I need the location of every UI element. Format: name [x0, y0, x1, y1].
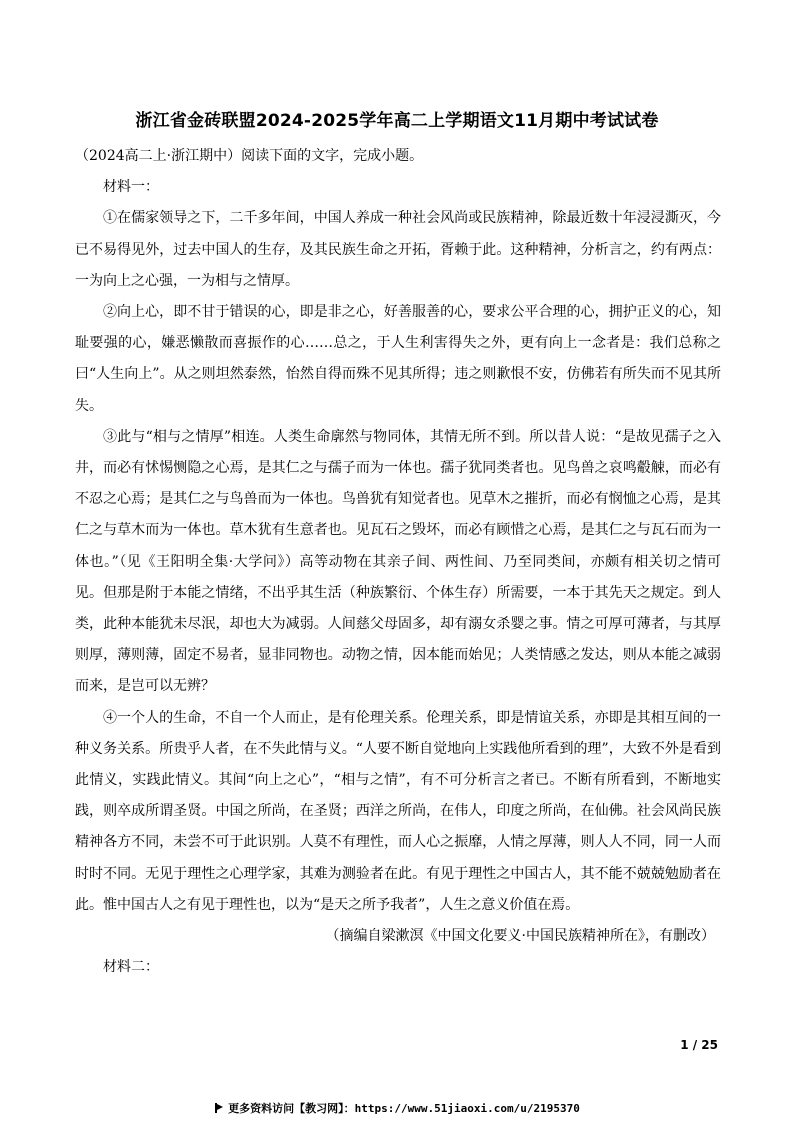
- footer-link[interactable]: [0, 1100, 794, 1116]
- material-one-label: 材料一：: [103, 179, 159, 196]
- paragraph-1: ①在儒家领导之下，二千多年间，中国人养成一种社会风尚或民族精神，除最近数十年浸浸澌灭，今已不易得见外，过去中国人的生存，及其民族生命之开拓，胥赖于此。这种精神，分析言之，约有两点：一为向上之心强，一为相与之情厚。: [75, 210, 721, 289]
- page-number: 1 / 25: [680, 1038, 718, 1052]
- paragraph-2: ②向上心，即不甘于错误的心，即是非之心，好善服善的心，要求公平合理的心，拥护正义的心，知耻要强的心，嫌恶懒散而喜振作的心……总之，于人生利害得失之外，更有向上一念者是：我们总称之曰“人生向上”。从之则坦然泰然，怡然自得而殊不见其所得；违之则歉恨不安，仿佛若有所失而不见其所失。: [75, 304, 721, 414]
- paragraph-3: ③此与“相与之情厚”相连。人类生命廓然与物同体，其情无所不到。所以昔人说：“是故见孺子之入井，而必有怵惕恻隐之心焉，是其仁之与孺子而为一体也。孺子犹同类者也。见鸟兽之哀鸣觳觫，而必有不忍之心焉；是其仁之与鸟兽而为一体也。鸟兽犹有知觉者也。见草木之摧折，而必有悯恤之心焉，是其仁之与草木而为一体也。草木犹有生意者也。见瓦石之毁坏，而必有顾惜之心焉，是其仁之与瓦石而为一体也。”（见《王阳明全集·大学问》）高等动物在其亲子间、两性间、乃至同类间，亦颇有相关切之情可见。但那是附于本能之情绪，不出乎其生活（种族繁衍、个体生存）所需要，一本于其先天之规定。到人类，此种本能犹未尽泯，却也大为减弱。人间慈父母固多，却有溺女杀婴之事。情之可厚可薄者，与其厚则厚，薄则薄，固定不易者，显非同物也。动物之情，因本能而始见；人类情感之发达，则从本能之减弱而来，是岂可以无辨？: [75, 428, 721, 695]
- question-intro: （2024高二上·浙江期中）阅读下面的文字，完成小题。: [75, 148, 424, 164]
- material-two-label: 材料二：: [103, 959, 159, 976]
- document-title: 浙江省金砖联盟2024-2025学年高二上学期语文11月期中考试试卷: [135, 111, 659, 131]
- footer-text[interactable]: 更多资料访问【教习网】：https://www.51jiaoxi.com/u/2195370: [228, 1102, 580, 1115]
- document-body: [75, 141, 721, 983]
- flag-icon: [214, 1103, 224, 1113]
- paragraph-4: ④一个人的生命，不自一个人而止，是有伦理关系。伦理关系，即是情谊关系，亦即是其相互间的一种义务关系。所贵乎人者，在不失此情与义。“人要不断自觉地向上实践他所看到的理”，大致不外是看到此情义，实践此情义。其间“向上之心”，“相与之情”，有不可分析言之者已。不断有所看到，不断地实践，则卒成所谓圣贤。中国之所尚，在圣贤；西洋之所尚，在伟人，印度之所尚，在仙佛。社会风尚民族精神各方不同，未尝不可于此识别。人莫不有理性，而人心之振靡，人情之厚薄，则人人不同，同一人而时时不同。无见于理性之心理学家，其难为测验者在此。有见于理性之中国古人，其不能不兢兢勉励者在此。惟中国古人之有见于理性也，以为“是天之所予我者”，人生之意义价值在焉。: [75, 709, 721, 913]
- source-citation: （摘编自梁漱溟《中国文化要义·中国民族精神所在》，有删改）: [325, 928, 715, 945]
